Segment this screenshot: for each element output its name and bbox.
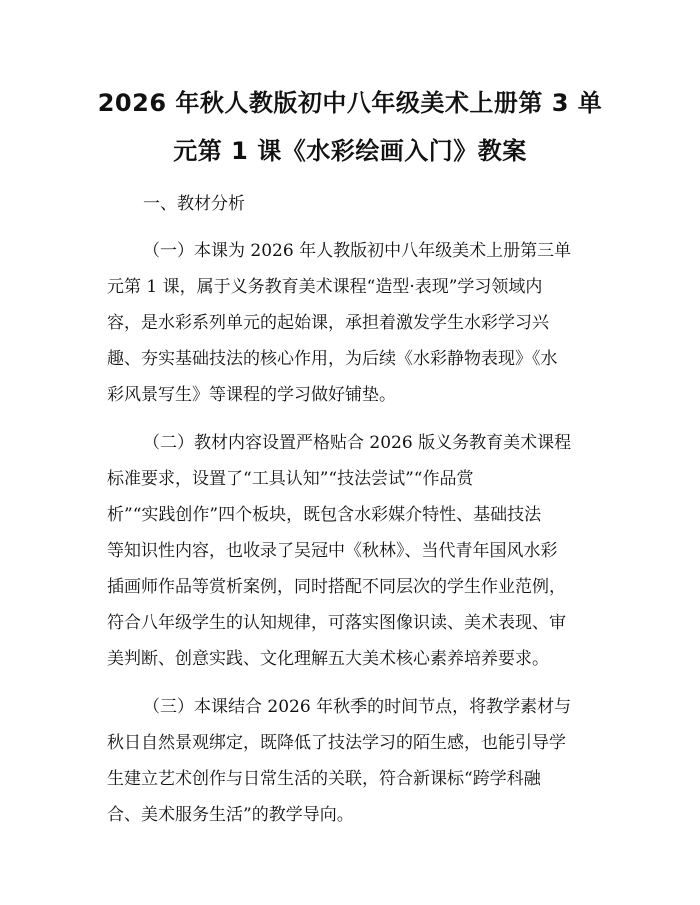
paragraph-3-line-3: 生建立艺术创作与日常生活的关联，符合新课标“跨学科融 bbox=[107, 769, 541, 789]
paragraph-2-line-3: 析”“实践创作”四个板块，既包含水彩媒介特性、基础技法 bbox=[107, 505, 542, 525]
paragraph-3-line-2: 秋日自然景观绑定，既降低了技法学习的陌生感，也能引导学 bbox=[107, 733, 566, 753]
paragraph-3-line-4: 合、美术服务生活”的教学导向。 bbox=[107, 805, 354, 825]
paragraph-2-line-5: 插画师作品等赏析案例，同时搭配不同层次的学生作业范例， bbox=[107, 577, 566, 597]
paragraph-1-line-4: 趣、夯实基础技法的核心作用，为后续《水彩静物表现》《水 bbox=[107, 349, 558, 369]
paragraph-2-line-7: 美判断、创意实践、文化理解五大美术核心素养培养要求。 bbox=[107, 649, 549, 669]
paragraph-3-line-1: （三）本课结合 2026 年秋季的时间节点，将教学素材与 bbox=[143, 697, 572, 717]
section-heading: 一、教材分析 bbox=[143, 194, 245, 214]
paragraph-1-line-2: 元第 1 课，属于义务教育美术课程“造型·表现”学习领域内 bbox=[107, 277, 543, 297]
document-title-line-1: 2026 年秋人教版初中八年级美术上册第 3 单 bbox=[97, 89, 603, 117]
paragraph-2-line-4: 等知识性内容，也收录了吴冠中《秋林》、当代青年国风水彩 bbox=[107, 541, 558, 561]
paragraph-2-line-6: 符合八年级学生的认知规律，可落实图像识读、美术表现、审 bbox=[107, 613, 566, 633]
paragraph-2-line-2: 标准要求，设置了“工具认知”“技法尝试”“作品赏 bbox=[107, 469, 474, 489]
paragraph-1-line-1: （一）本课为 2026 年人教版初中八年级美术上册第三单 bbox=[143, 241, 572, 261]
paragraph-1-line-3: 容，是水彩系列单元的起始课，承担着激发学生水彩学习兴 bbox=[107, 313, 549, 333]
paragraph-2-line-1: （二）教材内容设置严格贴合 2026 版义务教育美术课程 bbox=[143, 433, 572, 453]
paragraph-1-line-5: 彩风景写生》等课程的学习做好铺垫。 bbox=[107, 385, 396, 405]
document-title-line-2: 元第 1 课《水彩绘画入门》教案 bbox=[173, 137, 527, 165]
